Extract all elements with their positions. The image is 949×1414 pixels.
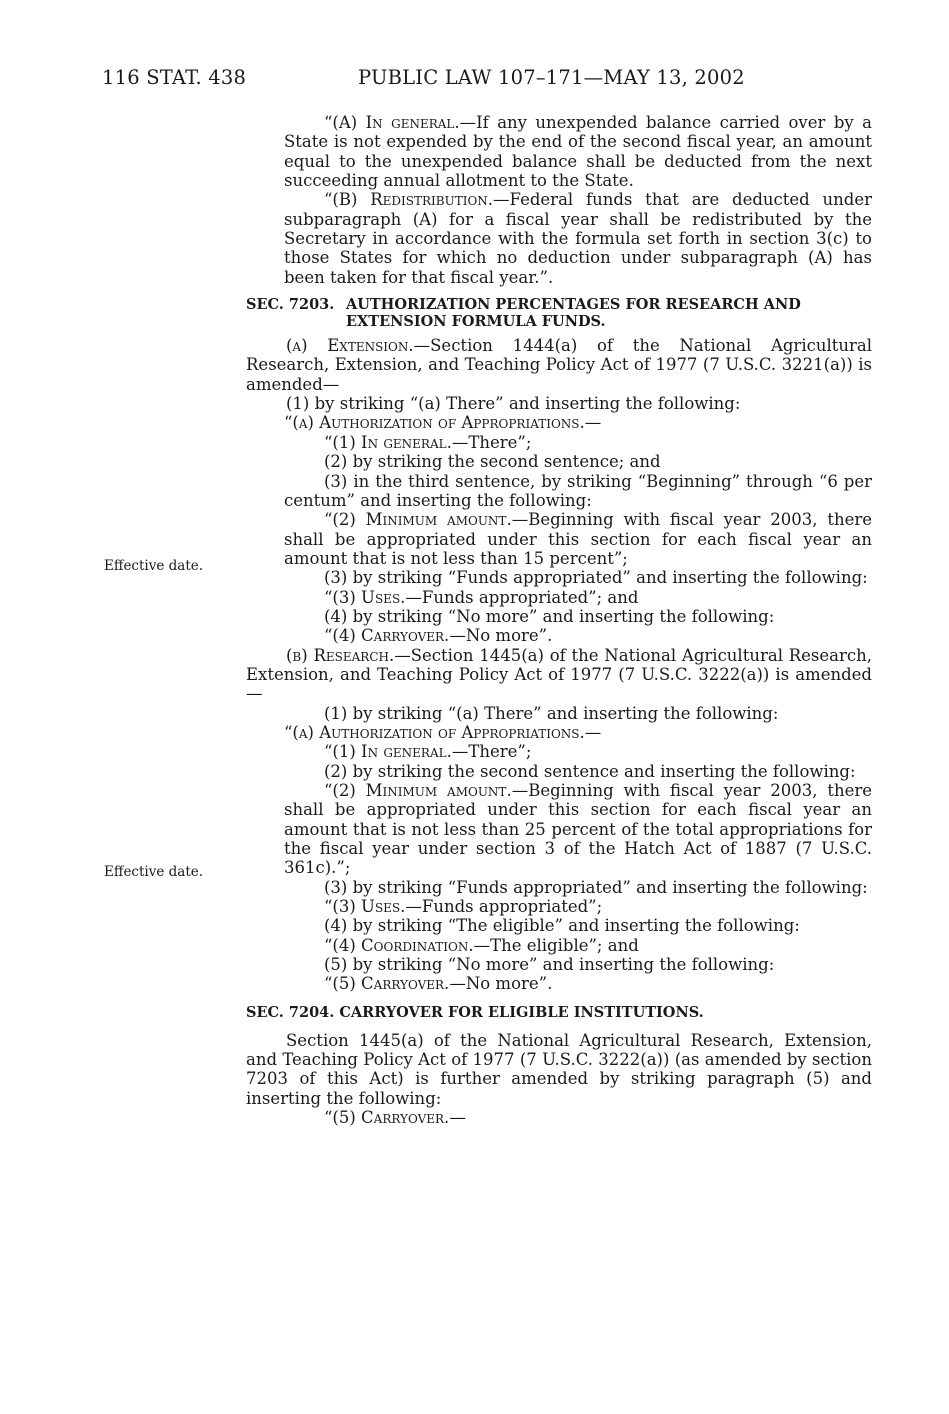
section-7204-heading: SEC. 7204. CARRYOVER FOR ELIGIBLE INSTITUTIONS.: [246, 1003, 704, 1021]
research-item-3: (3) by striking “Funds appropriated” and inserting the following:: [324, 877, 868, 897]
research-in-general: “(1) In general.—There”;: [324, 742, 532, 762]
research-minimum-amount: “(2) Minimum amount.—Beginning with fiscal year 2003, there shall be appropriated under this section for each fiscal year an amount that is not less than 25 percent of the total appropriations for the fiscal year under section 3 of the Hatch Act of 1887 (7 U.S.C. 361c).”;: [284, 781, 872, 878]
paragraph-b-redistribution: “(B) Redistribution.—Federal funds that are deducted under subparagraph (A) for a fiscal year shall be redistributed by the Secretary in accordance with the formula set forth in section 3(c) to those States for which no deduction under subparagraph (A) has been taken for that fiscal year.”.: [284, 190, 872, 287]
extension-item-3b: (3) by striking “Funds appropriated” and inserting the following:: [324, 568, 868, 588]
extension-minimum-amount: “(2) Minimum amount.—Beginning with fiscal year 2003, there shall be appropriated under this section for each fiscal year an amount that is not less than 15 percent”;: [284, 510, 872, 568]
subsection-b-research: (b) Research.—Section 1445(a) of the National Agricultural Research, Extension, and Teaching Policy Act of 1977 (7 U.S.C. 3222(a)) is amended—: [246, 645, 872, 704]
research-coordination: “(4) Coordination.—The eligible”; and: [324, 935, 639, 955]
public-law-citation: PUBLIC LAW 107–171—MAY 13, 2002: [358, 66, 745, 89]
research-authorization: “(a) Authorization of Appropriations.—: [284, 722, 602, 742]
section-7204-text: Section 1445(a) of the National Agricultural Research, Extension, and Teaching Policy Act of 1977 (7 U.S.C. 3222(a)) (as amended by section 7203 of this Act) is further amended by striking paragraph (5) and inserting the following:: [246, 1030, 872, 1108]
paragraph-a-in-general: “(A) In general.—If any unexpended balance carried over by a State is not expended by the end of the second fiscal year, an amount equal to the unexpended balance shall be deducted from the next succeeding annual allotment to the State.: [284, 113, 872, 191]
section-7203-heading: SEC. 7203. AUTHORIZATION PERCENTAGES FOR RESEARCH AND EXTENSION FORMULA FUNDS.: [246, 296, 801, 331]
extension-uses: “(3) Uses.—Funds appropriated”; and: [324, 587, 639, 607]
margin-note-effective-date: Effective date.: [104, 864, 204, 880]
extension-in-general: “(1) In general.—There”;: [324, 432, 532, 452]
extension-item-4: (4) by striking “No more” and inserting the following:: [324, 606, 775, 626]
research-uses: “(3) Uses.—Funds appropriated”;: [324, 897, 603, 917]
subsection-a-extension: (a) Extension.—Section 1444(a) of the National Agricultural Research, Extension, and Teaching Policy Act of 1977 (7 U.S.C. 3221(a)) is amended—: [246, 336, 872, 394]
stat-page-number: 116 STAT. 438: [102, 66, 247, 89]
final-carryover: “(5) Carryover.—: [324, 1108, 466, 1128]
research-item-5: (5) by striking “No more” and inserting the following:: [324, 955, 775, 975]
extension-item-2: (2) by striking the second sentence; and: [324, 452, 661, 472]
extension-item-3: (3) in the third sentence, by striking “Beginning” through “6 per centum” and inserting the following:: [284, 471, 872, 510]
research-item-4: (4) by striking “The eligible” and inserting the following:: [324, 916, 800, 936]
extension-item-1: (1) by striking “(a) There” and inserting the following:: [286, 394, 741, 414]
extension-authorization: “(a) Authorization of Appropriations.—: [284, 413, 602, 433]
research-item-2: (2) by striking the second sentence and inserting the following:: [324, 761, 856, 781]
margin-note-effective-date: Effective date.: [104, 558, 204, 574]
research-item-1: (1) by striking “(a) There” and inserting the following:: [324, 703, 779, 723]
extension-carryover: “(4) Carryover.—No more”.: [324, 626, 553, 646]
statute-text-column: [246, 113, 872, 1128]
research-carryover: “(5) Carryover.—No more”.: [324, 974, 553, 994]
